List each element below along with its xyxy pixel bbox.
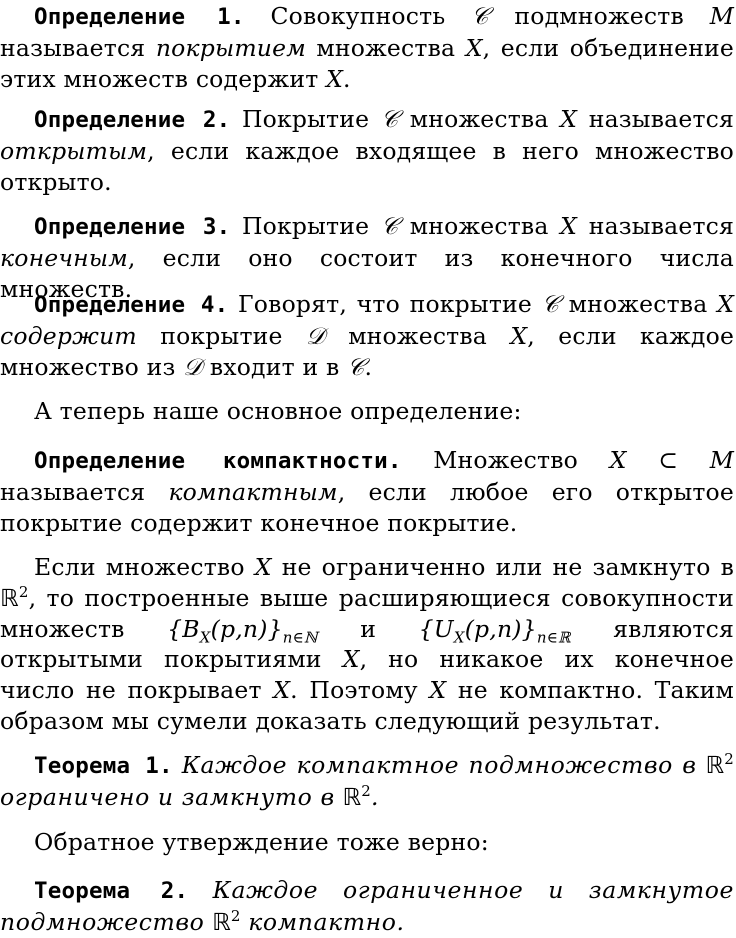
text: множества	[348, 321, 488, 350]
theorem-2-label: Теорема 2.	[34, 878, 189, 904]
text: Покрытие	[241, 105, 370, 133]
text: , если любое его открытое покрытие содержит конечное покрытие.	[0, 477, 735, 537]
math-symbol: 𝒞	[541, 290, 559, 318]
text: , если оно состоит из конечного числа множеств.	[0, 243, 734, 303]
theorem-text: .	[371, 782, 380, 811]
math-symbol: X	[254, 553, 272, 581]
emphasis-term: открытым	[0, 136, 148, 165]
emphasis-term: покрытием	[155, 33, 306, 62]
text: множества	[316, 33, 456, 62]
math-symbol: X	[510, 321, 528, 350]
definition-2	[0, 104, 734, 197]
theorem-text: Каждое компактное подмножество в	[181, 751, 697, 779]
math-symbol: 𝒞	[471, 2, 489, 30]
math-symbol: (p,n)}	[464, 614, 537, 643]
math-symbol: (p,n)}	[210, 614, 283, 643]
text: подмножеств	[514, 2, 684, 30]
text: не компактно. Таким образом мы сумели доказать следующий результат.	[0, 676, 734, 735]
text: Если множество	[34, 553, 245, 581]
theorem-text: ограничено и замкнуто в	[0, 782, 335, 811]
subscript: n∈ℕ	[282, 628, 318, 647]
text: и	[360, 614, 377, 643]
text: множества	[568, 290, 708, 318]
text: покрытие	[160, 321, 283, 350]
math-symbol: X	[560, 105, 578, 133]
theorem-1	[0, 750, 734, 813]
math-symbol: M	[709, 2, 735, 30]
compactness-definition	[0, 445, 734, 538]
definition-3-label: Определение 3.	[34, 214, 231, 240]
text: , но никакое их конечное число не покрывает	[0, 645, 734, 705]
superscript: 2	[18, 582, 29, 601]
definition-4	[0, 289, 734, 382]
theorem-text: Каждое ограниченное и замкнутое подмножество	[0, 876, 734, 936]
math-symbol: ℝ	[212, 907, 231, 936]
text: А теперь наше основное определение:	[34, 397, 522, 425]
text: являются открытыми покрытиями	[0, 614, 734, 674]
emphasis-term: содержит	[0, 321, 137, 350]
math-symbol: {B	[167, 614, 200, 643]
math-symbol: ℝ	[342, 782, 362, 811]
math-symbol: X	[429, 676, 447, 705]
text: Совокупность	[270, 2, 446, 30]
text: Обратное утверждение тоже верно:	[34, 828, 489, 856]
text: .	[364, 352, 373, 381]
subscript: X	[453, 628, 465, 647]
text: входит и в	[209, 352, 340, 381]
emphasis-term: конечным	[0, 243, 128, 272]
text: называется	[588, 105, 735, 133]
subscript: n∈ℝ	[536, 628, 571, 647]
text: , то построенные выше расширяющиеся совокупности множеств	[0, 583, 734, 643]
theorem-2	[0, 875, 734, 938]
text: Покрытие	[241, 212, 370, 240]
math-symbol: X	[717, 290, 734, 318]
text: не ограниченно или не замкнуто в	[281, 553, 735, 581]
text: множества	[409, 105, 549, 133]
math-symbol: {U	[418, 614, 454, 643]
math-symbol: X	[342, 645, 360, 674]
math-symbol: 𝒞	[380, 212, 399, 240]
explanation-paragraph	[0, 552, 734, 737]
definition-1-label: Определение 1.	[34, 4, 245, 30]
definition-4-label: Определение 4.	[34, 292, 229, 318]
superscript: 2	[230, 906, 241, 925]
math-symbol: X	[273, 676, 291, 705]
text: множества	[409, 212, 549, 240]
text: называется	[0, 477, 146, 506]
theorem-1-label: Теорема 1.	[34, 753, 173, 779]
superscript: 2	[361, 781, 371, 800]
text: .	[343, 64, 351, 93]
text: Множество	[433, 446, 579, 474]
superscript: 2	[724, 750, 735, 769]
math-symbol: X	[465, 33, 483, 62]
text: называется	[588, 212, 735, 240]
math-symbol: 𝒞	[380, 105, 399, 133]
text: называется	[0, 33, 146, 62]
text: , если каждое входящее в него множество открыто.	[0, 136, 734, 196]
math-symbol: X	[560, 212, 578, 240]
definition-1	[0, 1, 734, 94]
text: Говорят, что покрытие	[238, 290, 533, 318]
definition-2-label: Определение 2.	[34, 107, 231, 133]
math-symbol: 𝒞	[347, 352, 365, 381]
theorem-text: компактно.	[248, 907, 405, 936]
math-symbol: 𝒟	[183, 352, 203, 381]
math-symbol: ℝ	[0, 583, 19, 612]
emphasis-term: компактным	[168, 477, 338, 506]
math-symbol: 𝒟	[305, 321, 325, 350]
subscript: X	[199, 628, 211, 647]
converse-line	[0, 827, 734, 858]
text: , если объединение этих множеств содержит	[0, 33, 735, 93]
compactness-definition-label: Определение компактности.	[34, 448, 402, 474]
math-symbol: ℝ	[705, 751, 725, 779]
intro-line	[0, 396, 734, 427]
text: , если каждое множество из	[0, 321, 735, 381]
text: . Поэтому	[290, 676, 418, 705]
math-symbol: X ⊂ M	[609, 446, 735, 474]
math-symbol: X	[326, 64, 344, 93]
